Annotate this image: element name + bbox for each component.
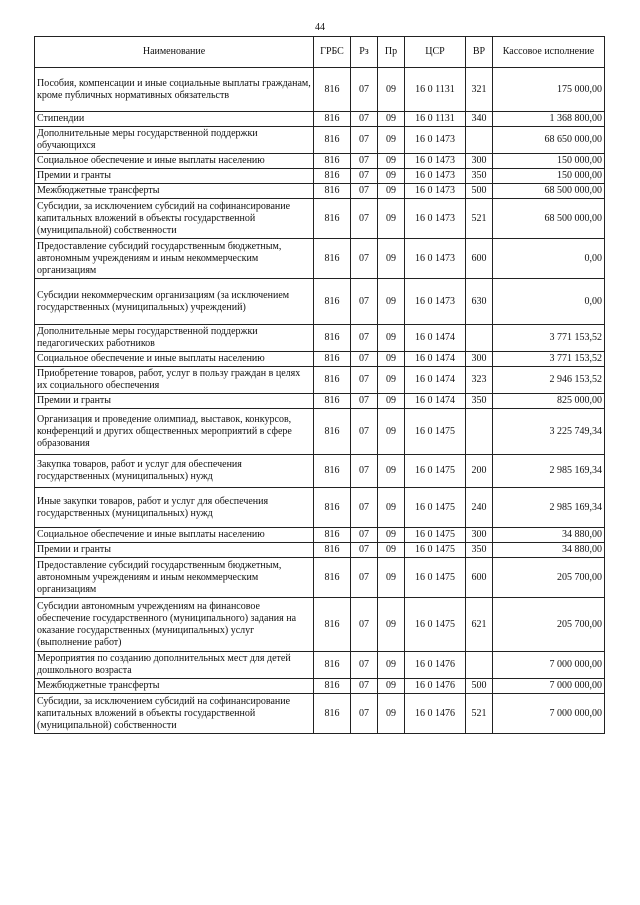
- cell-vr: [466, 127, 493, 154]
- cell-name: Организация и проведение олимпиад, выставок, конкурсов, конференций и других общественных мероприятий в сфере образования: [35, 409, 314, 455]
- cell-name: Социальное обеспечение и иные выплаты населению: [35, 352, 314, 367]
- cell-name: Мероприятия по созданию дополнительных мест для детей дошкольного возраста: [35, 652, 314, 679]
- cell-csr: 16 0 1475: [405, 409, 466, 455]
- cell-pr: 09: [378, 394, 405, 409]
- cell-pr: 09: [378, 455, 405, 488]
- header-amount: Кассовое исполнение: [493, 37, 605, 68]
- cell-grbs: 816: [314, 154, 351, 169]
- cell-rz: 07: [351, 154, 378, 169]
- cell-name: Премии и гранты: [35, 169, 314, 184]
- header-name: Наименование: [35, 37, 314, 68]
- cell-csr: 16 0 1131: [405, 112, 466, 127]
- header-pr: Пр: [378, 37, 405, 68]
- header-csr: ЦСР: [405, 37, 466, 68]
- cell-amount: 7 000 000,00: [493, 679, 605, 694]
- cell-name: Стипендии: [35, 112, 314, 127]
- cell-grbs: 816: [314, 652, 351, 679]
- cell-vr: 500: [466, 184, 493, 199]
- cell-csr: 16 0 1473: [405, 184, 466, 199]
- cell-pr: 09: [378, 488, 405, 528]
- cell-grbs: 816: [314, 488, 351, 528]
- cell-amount: 68 500 000,00: [493, 184, 605, 199]
- cell-rz: 07: [351, 694, 378, 734]
- cell-name: Межбюджетные трансферты: [35, 679, 314, 694]
- cell-pr: 09: [378, 154, 405, 169]
- cell-vr: [466, 652, 493, 679]
- cell-pr: 09: [378, 199, 405, 239]
- cell-csr: 16 0 1475: [405, 455, 466, 488]
- cell-rz: 07: [351, 239, 378, 279]
- cell-amount: 3 771 153,52: [493, 352, 605, 367]
- cell-csr: 16 0 1473: [405, 279, 466, 325]
- cell-pr: 09: [378, 279, 405, 325]
- cell-grbs: 816: [314, 409, 351, 455]
- cell-amount: 68 500 000,00: [493, 199, 605, 239]
- cell-name: Межбюджетные трансферты: [35, 184, 314, 199]
- cell-pr: 09: [378, 558, 405, 598]
- cell-rz: 07: [351, 352, 378, 367]
- cell-amount: 2 946 153,52: [493, 367, 605, 394]
- cell-rz: 07: [351, 367, 378, 394]
- cell-rz: 07: [351, 455, 378, 488]
- cell-vr: 321: [466, 68, 493, 112]
- cell-grbs: 816: [314, 352, 351, 367]
- table-row: [35, 184, 605, 199]
- cell-csr: 16 0 1476: [405, 652, 466, 679]
- cell-grbs: 816: [314, 239, 351, 279]
- cell-amount: 3 225 749,34: [493, 409, 605, 455]
- cell-vr: 600: [466, 239, 493, 279]
- cell-rz: 07: [351, 543, 378, 558]
- cell-vr: 350: [466, 394, 493, 409]
- cell-name: Социальное обеспечение и иные выплаты населению: [35, 528, 314, 543]
- cell-vr: 200: [466, 455, 493, 488]
- cell-vr: 600: [466, 558, 493, 598]
- cell-amount: 205 700,00: [493, 558, 605, 598]
- cell-amount: 68 650 000,00: [493, 127, 605, 154]
- cell-csr: 16 0 1476: [405, 679, 466, 694]
- cell-rz: 07: [351, 68, 378, 112]
- header-vr: ВР: [466, 37, 493, 68]
- cell-amount: 150 000,00: [493, 154, 605, 169]
- cell-vr: 350: [466, 543, 493, 558]
- table-row: [35, 694, 605, 734]
- cell-pr: 09: [378, 367, 405, 394]
- cell-rz: 07: [351, 409, 378, 455]
- cell-grbs: 816: [314, 455, 351, 488]
- cell-name: Социальное обеспечение и иные выплаты населению: [35, 154, 314, 169]
- cell-amount: 825 000,00: [493, 394, 605, 409]
- cell-amount: 1 368 800,00: [493, 112, 605, 127]
- header-rz: Рз: [351, 37, 378, 68]
- cell-pr: 09: [378, 127, 405, 154]
- header-grbs: ГРБС: [314, 37, 351, 68]
- cell-amount: 7 000 000,00: [493, 694, 605, 734]
- cell-vr: 323: [466, 367, 493, 394]
- cell-name: Предоставление субсидий государственным бюджетным, автономным учреждениям и иным некоммерческим организациям: [35, 558, 314, 598]
- cell-csr: 16 0 1131: [405, 68, 466, 112]
- table-row: [35, 68, 605, 112]
- table-row: [35, 598, 605, 652]
- cell-pr: 09: [378, 352, 405, 367]
- table-row: [35, 169, 605, 184]
- cell-csr: 16 0 1474: [405, 394, 466, 409]
- cell-pr: 09: [378, 239, 405, 279]
- table-row: [35, 352, 605, 367]
- cell-name: Дополнительные меры государственной поддержки обучающихся: [35, 127, 314, 154]
- table-row: [35, 528, 605, 543]
- cell-name: Премии и гранты: [35, 543, 314, 558]
- cell-name: Субсидии, за исключением субсидий на софинансирование капитальных вложений в объекты государственной (муниципальной) собственности: [35, 694, 314, 734]
- cell-csr: 16 0 1474: [405, 367, 466, 394]
- cell-name: Субсидии автономным учреждениям на финансовое обеспечение государственного (муниципального) задания на оказание государственных (муниципальных) услуг (выполнение работ): [35, 598, 314, 652]
- cell-name: Закупка товаров, работ и услуг для обеспечения государственных (муниципальных) нужд: [35, 455, 314, 488]
- cell-vr: 240: [466, 488, 493, 528]
- cell-amount: 3 771 153,52: [493, 325, 605, 352]
- cell-vr: 300: [466, 154, 493, 169]
- cell-grbs: 816: [314, 325, 351, 352]
- cell-grbs: 816: [314, 279, 351, 325]
- cell-vr: 521: [466, 694, 493, 734]
- cell-csr: 16 0 1474: [405, 352, 466, 367]
- cell-grbs: 816: [314, 112, 351, 127]
- cell-pr: 09: [378, 409, 405, 455]
- table-row: [35, 455, 605, 488]
- table-row: [35, 679, 605, 694]
- cell-name: Дополнительные меры государственной поддержки педагогических работников: [35, 325, 314, 352]
- cell-vr: 340: [466, 112, 493, 127]
- cell-rz: 07: [351, 112, 378, 127]
- table-row: [35, 558, 605, 598]
- cell-rz: 07: [351, 394, 378, 409]
- cell-amount: 150 000,00: [493, 169, 605, 184]
- cell-pr: 09: [378, 169, 405, 184]
- cell-pr: 09: [378, 184, 405, 199]
- cell-rz: 07: [351, 679, 378, 694]
- cell-csr: 16 0 1473: [405, 154, 466, 169]
- cell-pr: 09: [378, 598, 405, 652]
- cell-grbs: 816: [314, 199, 351, 239]
- cell-name: Субсидии, за исключением субсидий на софинансирование капитальных вложений в объекты государственной (муниципальной) собственности: [35, 199, 314, 239]
- cell-rz: 07: [351, 558, 378, 598]
- cell-grbs: 816: [314, 169, 351, 184]
- cell-csr: 16 0 1474: [405, 325, 466, 352]
- cell-rz: 07: [351, 127, 378, 154]
- cell-csr: 16 0 1475: [405, 488, 466, 528]
- cell-vr: [466, 325, 493, 352]
- cell-name: Пособия, компенсации и иные социальные выплаты гражданам, кроме публичных нормативных обязательств: [35, 68, 314, 112]
- table-row: [35, 325, 605, 352]
- cell-name: Иные закупки товаров, работ и услуг для обеспечения государственных (муниципальных) нужд: [35, 488, 314, 528]
- cell-rz: 07: [351, 279, 378, 325]
- table-row: [35, 367, 605, 394]
- cell-rz: 07: [351, 488, 378, 528]
- cell-vr: 521: [466, 199, 493, 239]
- table-header-row: [35, 37, 605, 68]
- cell-rz: 07: [351, 169, 378, 184]
- cell-rz: 07: [351, 325, 378, 352]
- table-row: [35, 409, 605, 455]
- cell-amount: 7 000 000,00: [493, 652, 605, 679]
- cell-grbs: 816: [314, 694, 351, 734]
- cell-csr: 16 0 1473: [405, 199, 466, 239]
- table-row: [35, 488, 605, 528]
- budget-table: [34, 36, 605, 734]
- cell-rz: 07: [351, 199, 378, 239]
- cell-vr: 350: [466, 169, 493, 184]
- cell-grbs: 816: [314, 127, 351, 154]
- cell-grbs: 816: [314, 184, 351, 199]
- table-row: [35, 394, 605, 409]
- cell-pr: 09: [378, 112, 405, 127]
- cell-vr: [466, 409, 493, 455]
- cell-amount: 2 985 169,34: [493, 455, 605, 488]
- cell-name: Субсидии некоммерческим организациям (за исключением государственных (муниципальных) учреждений): [35, 279, 314, 325]
- table-row: [35, 112, 605, 127]
- cell-name: Приобретение товаров, работ, услуг в пользу граждан в целях их социального обеспечения: [35, 367, 314, 394]
- cell-pr: 09: [378, 652, 405, 679]
- table-row: [35, 239, 605, 279]
- cell-rz: 07: [351, 598, 378, 652]
- table-row: [35, 652, 605, 679]
- cell-pr: 09: [378, 68, 405, 112]
- cell-name: Предоставление субсидий государственным бюджетным, автономным учреждениям и иным некоммерческим организациям: [35, 239, 314, 279]
- cell-rz: 07: [351, 184, 378, 199]
- cell-rz: 07: [351, 652, 378, 679]
- cell-csr: 16 0 1473: [405, 169, 466, 184]
- table-row: [35, 279, 605, 325]
- cell-grbs: 816: [314, 68, 351, 112]
- cell-amount: 2 985 169,34: [493, 488, 605, 528]
- cell-csr: 16 0 1473: [405, 127, 466, 154]
- cell-amount: 0,00: [493, 239, 605, 279]
- cell-amount: 175 000,00: [493, 68, 605, 112]
- cell-pr: 09: [378, 543, 405, 558]
- cell-grbs: 816: [314, 528, 351, 543]
- cell-pr: 09: [378, 528, 405, 543]
- cell-vr: 630: [466, 279, 493, 325]
- cell-vr: 300: [466, 528, 493, 543]
- cell-pr: 09: [378, 325, 405, 352]
- page-number: 44: [315, 22, 325, 33]
- table-row: [35, 199, 605, 239]
- cell-grbs: 816: [314, 598, 351, 652]
- table-row: [35, 543, 605, 558]
- cell-csr: 16 0 1476: [405, 694, 466, 734]
- cell-vr: 621: [466, 598, 493, 652]
- cell-amount: 34 880,00: [493, 528, 605, 543]
- cell-grbs: 816: [314, 558, 351, 598]
- cell-vr: 500: [466, 679, 493, 694]
- cell-csr: 16 0 1473: [405, 239, 466, 279]
- cell-csr: 16 0 1475: [405, 543, 466, 558]
- cell-grbs: 816: [314, 367, 351, 394]
- cell-csr: 16 0 1475: [405, 528, 466, 543]
- cell-csr: 16 0 1475: [405, 598, 466, 652]
- cell-grbs: 816: [314, 679, 351, 694]
- table-body: [35, 68, 605, 734]
- table-row: [35, 154, 605, 169]
- cell-pr: 09: [378, 694, 405, 734]
- cell-grbs: 816: [314, 543, 351, 558]
- cell-pr: 09: [378, 679, 405, 694]
- cell-rz: 07: [351, 528, 378, 543]
- cell-name: Премии и гранты: [35, 394, 314, 409]
- cell-vr: 300: [466, 352, 493, 367]
- cell-csr: 16 0 1475: [405, 558, 466, 598]
- cell-amount: 0,00: [493, 279, 605, 325]
- cell-amount: 205 700,00: [493, 598, 605, 652]
- cell-amount: 34 880,00: [493, 543, 605, 558]
- table-row: [35, 127, 605, 154]
- cell-grbs: 816: [314, 394, 351, 409]
